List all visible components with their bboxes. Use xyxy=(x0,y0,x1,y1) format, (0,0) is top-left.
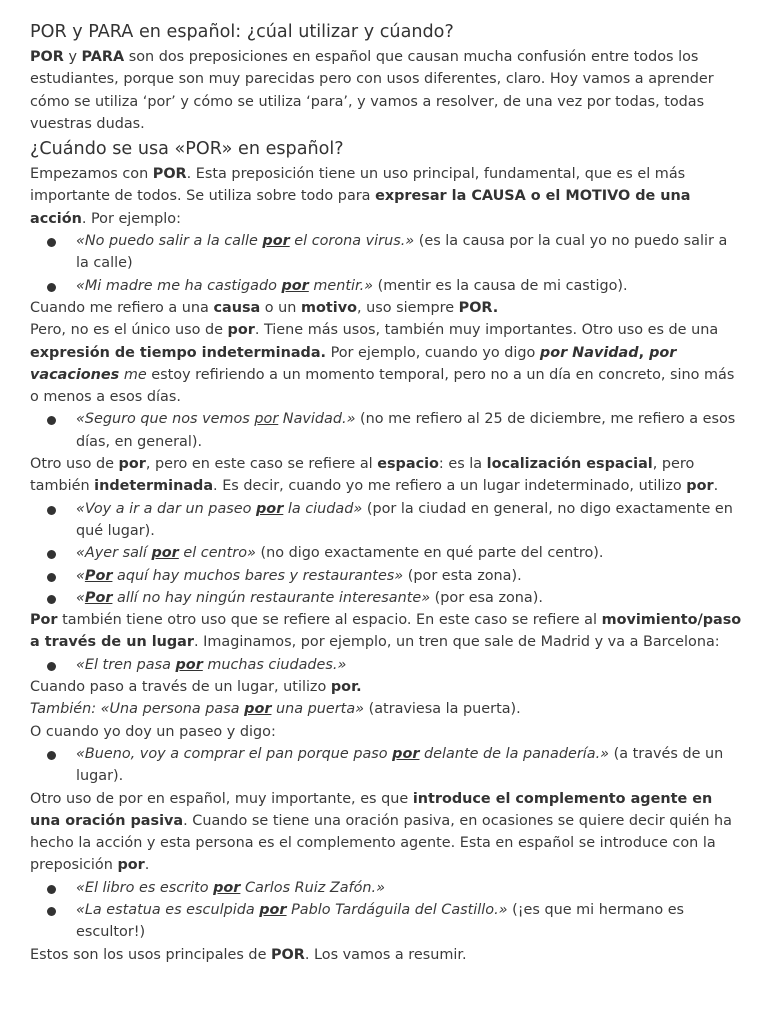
text-run: por xyxy=(175,656,203,673)
text-run: son dos preposiciones en español que causan mucha confusión entre todos los estudiantes, porque son muy parecidas pero con usos diferentes, claro. Hoy vamos a aprender cómo se utiliza ‘por’ y cómo se utiliza ‘para’, y vamos a resolver, de una vez por todas, todas vuestras dudas. xyxy=(30,49,714,132)
text-run: «Bueno, voy a comprar el pan porque paso xyxy=(76,745,393,762)
text-run: aquí hay muchos bares y restaurantes» xyxy=(112,567,404,584)
text-run: por xyxy=(262,233,290,250)
example-list xyxy=(30,230,742,297)
text-run: Estos son los usos principales de xyxy=(30,946,271,963)
article-body xyxy=(30,46,742,966)
text-run: Carlos Ruiz Zafón.» xyxy=(240,879,386,896)
list-item xyxy=(30,654,742,676)
text-run: el centro» xyxy=(178,545,256,562)
text-run: indeterminada xyxy=(94,478,214,495)
text-run: . Tiene más usos, también muy importantes. Otro uso es de una xyxy=(254,322,719,339)
paragraph xyxy=(30,297,742,319)
text-run: (por esa zona). xyxy=(430,589,543,606)
article xyxy=(30,18,742,966)
list-item xyxy=(30,542,742,564)
text-run: también tiene otro uso que se refiere al espacio. En este caso se refiere al xyxy=(57,612,602,629)
text-run: por xyxy=(254,411,279,428)
text-run: «El tren pasa xyxy=(76,656,176,673)
text-run: « xyxy=(76,589,85,606)
paragraph xyxy=(30,721,742,743)
text-run: PARA xyxy=(81,49,125,65)
list-item xyxy=(30,877,742,899)
text-run: Por xyxy=(30,612,58,629)
text-run: . Cuando se tiene una oración pasiva, en ocasiones se quiere decir quién ha hecho la acción y esta persona es el complemento agente. Esta en español se introduce con la preposición xyxy=(30,812,732,874)
list-item xyxy=(30,587,742,609)
example-list xyxy=(30,654,742,676)
text-run: por Navidad xyxy=(539,344,639,361)
paragraph xyxy=(30,698,742,720)
text-run: (por la ciudad en general, no digo exactamente en qué lugar). xyxy=(76,500,733,539)
text-run: por xyxy=(686,478,714,495)
text-run: Empezamos con xyxy=(30,166,153,183)
text-run: motivo xyxy=(301,299,357,316)
paragraph xyxy=(30,676,742,698)
text-run: estoy refiriendo a un momento temporal, pero no a un día en concreto, sino más o menos a esos días. xyxy=(30,366,735,406)
text-run: Por xyxy=(84,567,113,584)
text-run: . Esta preposición tiene un uso principal, fundamental, que es el más importante de todos. Se utiliza sobre todo para xyxy=(30,166,686,205)
bullet-icon xyxy=(47,506,56,515)
text-run: «No puedo salir a la calle xyxy=(76,233,263,250)
bullet-icon xyxy=(47,573,56,582)
paragraph xyxy=(30,46,742,135)
bullet-icon xyxy=(47,907,56,916)
text-run: (es la causa por la cual yo no puedo salir a la calle) xyxy=(76,233,728,272)
text-run: me xyxy=(119,366,147,383)
paragraph xyxy=(30,319,742,408)
text-run: (a través de un lugar). xyxy=(76,745,724,785)
text-run: (no me refiero al 25 de diciembre, me refiero a esos días, en general). xyxy=(76,411,736,450)
section-heading: ¿Cuándo se usa «POR» en español? xyxy=(30,139,344,160)
text-run: por xyxy=(256,500,284,517)
text-run: Pablo Tardáguila del Castillo.» xyxy=(286,901,508,918)
text-run: o un xyxy=(260,299,301,316)
text-run: POR xyxy=(152,166,187,183)
bullet-icon xyxy=(47,550,56,559)
text-run: por. xyxy=(330,679,362,696)
text-run: (atraviesa la puerta). xyxy=(364,701,521,718)
text-run: : es la xyxy=(438,456,487,473)
text-run: Otro uso de por en español, muy importante, es que xyxy=(30,790,413,807)
text-run: el corona virus.» xyxy=(289,233,415,250)
text-run: Cuando me refiero a una xyxy=(30,299,214,316)
example-list xyxy=(30,408,742,453)
text-run: , pero en este caso se refiere al xyxy=(145,456,378,473)
text-run: por xyxy=(118,456,146,473)
list-item xyxy=(30,275,742,297)
text-run: «Mi madre me ha castigado xyxy=(76,277,282,294)
text-run: por xyxy=(259,901,287,918)
text-run: Por ejemplo, cuando yo digo xyxy=(326,344,540,361)
text-run: por xyxy=(392,745,420,762)
text-run: mentir.» xyxy=(308,277,374,294)
text-run: por xyxy=(227,322,255,339)
text-run: expresión de tiempo indeterminada. xyxy=(30,344,327,361)
bullet-icon xyxy=(47,751,56,760)
text-run: «La estatua es esculpida xyxy=(76,901,260,918)
bullet-icon xyxy=(47,662,56,671)
text-run: . Por ejemplo: xyxy=(81,210,181,227)
example-list xyxy=(30,498,742,609)
list-item xyxy=(30,408,742,453)
text-run: Cuando paso a través de un lugar, utilizo xyxy=(30,679,331,696)
text-run: Otro uso de xyxy=(30,456,119,473)
text-run: «Voy a ir a dar un paseo xyxy=(76,500,256,517)
text-run: allí no hay ningún restaurante interesante» xyxy=(112,589,431,606)
text-run: . Es decir, cuando yo me refiero a un lugar indeterminado, utilizo xyxy=(213,478,687,495)
text-run: muchas ciudades.» xyxy=(202,656,347,673)
text-run: (mentir es la causa de mi castigo). xyxy=(373,277,628,294)
text-run: Navidad.» xyxy=(278,411,356,428)
text-run: , xyxy=(638,344,650,361)
list-item xyxy=(30,899,742,944)
bullet-icon xyxy=(47,416,56,425)
text-run: por xyxy=(281,277,309,294)
text-run: . xyxy=(144,857,150,874)
text-run: POR. xyxy=(458,299,499,316)
text-run: por xyxy=(244,701,272,718)
example-list xyxy=(30,743,742,788)
text-run: (no digo exactamente en qué parte del centro). xyxy=(255,545,604,562)
list-item xyxy=(30,565,742,587)
text-run: una puerta» xyxy=(271,701,365,718)
bullet-icon xyxy=(47,595,56,604)
text-run: POR xyxy=(271,946,305,963)
text-run: O cuando yo doy un paseo y digo: xyxy=(30,723,276,740)
text-run: causa xyxy=(213,299,261,316)
text-run: También: «Una persona pasa xyxy=(30,701,245,718)
text-run: delante de la panadería.» xyxy=(419,745,610,762)
bullet-icon xyxy=(47,885,56,894)
text-run: «El libro es escrito xyxy=(76,879,214,896)
article-title: POR y PARA en español: ¿cúal utilizar y cúando? xyxy=(30,22,454,42)
text-run: (por esta zona). xyxy=(403,567,522,584)
list-item xyxy=(30,230,742,275)
text-run: . xyxy=(713,478,719,495)
text-run: Pero, no es el único uso de xyxy=(30,322,228,339)
text-run: Por xyxy=(84,589,113,606)
example-list xyxy=(30,877,742,944)
text-run: espacio xyxy=(377,456,439,473)
text-run: por xyxy=(151,545,179,562)
paragraph xyxy=(30,163,742,230)
paragraph xyxy=(30,453,742,498)
text-run: (¡es que mi hermano es escultor!) xyxy=(76,901,685,941)
text-run: introduce el complemento agente en una oración pasiva xyxy=(30,790,713,829)
text-run: la ciudad» xyxy=(283,500,363,517)
list-item xyxy=(30,743,742,788)
paragraph xyxy=(30,788,742,877)
paragraph xyxy=(30,944,742,966)
list-item xyxy=(30,498,742,543)
text-run: por vacaciones xyxy=(30,344,677,383)
text-run: , pero también xyxy=(30,456,695,495)
text-run: «Ayer salí xyxy=(76,545,152,562)
text-run: « xyxy=(76,567,85,584)
text-run: «Seguro que nos vemos xyxy=(76,411,255,428)
text-run: movimiento/paso a través de un lugar xyxy=(30,612,742,651)
text-run: localización espacial xyxy=(486,456,653,473)
bullet-icon xyxy=(47,238,56,247)
text-run: expresar la CAUSA o el MOTIVO de una acción xyxy=(30,188,691,227)
text-run: y xyxy=(63,49,82,65)
paragraph xyxy=(30,609,742,654)
text-run: . Los vamos a resumir. xyxy=(304,946,467,963)
text-run: por xyxy=(117,857,145,874)
text-run: , uso siempre xyxy=(356,299,459,316)
text-run: POR xyxy=(30,49,64,65)
text-run: . Imaginamos, por ejemplo, un tren que sale de Madrid y va a Barcelona: xyxy=(193,634,720,651)
bullet-icon xyxy=(47,283,56,292)
text-run: por xyxy=(213,879,241,896)
